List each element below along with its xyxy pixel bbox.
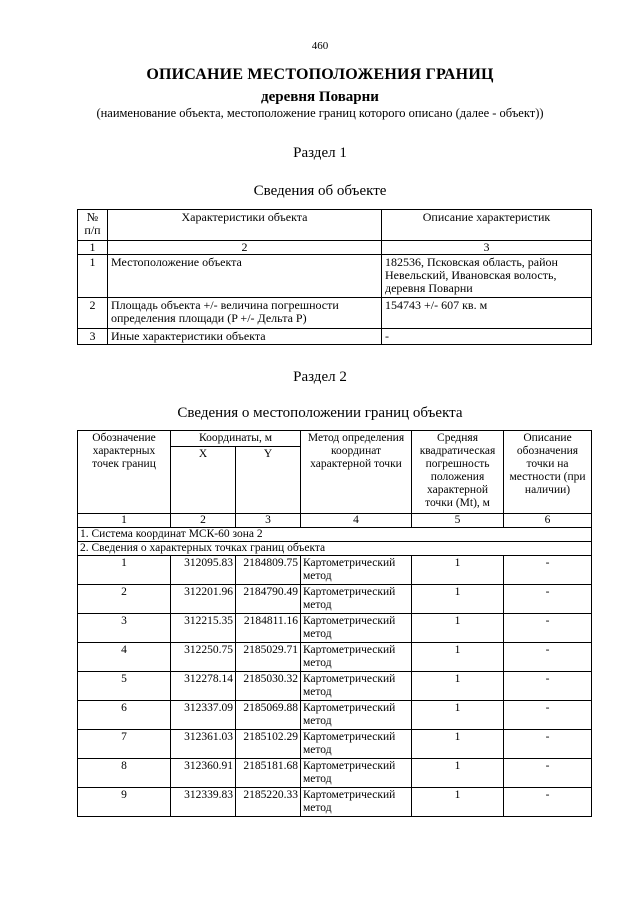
column-number-row xyxy=(78,241,592,255)
description-cell: - xyxy=(504,672,592,701)
description-cell: - xyxy=(504,614,592,643)
error-cell: 1 xyxy=(412,730,504,759)
points-section-row xyxy=(78,542,592,556)
error-cell: 1 xyxy=(412,701,504,730)
page-number: 460 xyxy=(311,40,329,52)
header-cell: № п/п xyxy=(78,210,108,241)
column-number-cell: 4 xyxy=(301,514,412,528)
table-row xyxy=(78,643,592,672)
x-coordinate-cell: 312095.83 xyxy=(171,556,236,585)
method-cell: Картометрический метод xyxy=(301,585,412,614)
boundary-points-table xyxy=(77,430,592,817)
points-section-cell: 2. Сведения о характерных точках границ объекта xyxy=(78,542,592,556)
header-cell-error: Средняя квадратическая погрешность положения характерной точки (Mt), м xyxy=(412,431,504,514)
x-coordinate-cell: 312339.83 xyxy=(171,788,236,817)
description-cell: - xyxy=(382,329,592,345)
point-number-cell: 1 xyxy=(78,556,171,585)
error-cell: 1 xyxy=(412,759,504,788)
characteristic-cell: Площадь объекта +/- величина погрешности определения площади (P +/- Дельта P) xyxy=(108,298,382,329)
column-number-cell: 5 xyxy=(412,514,504,528)
coordinate-system-row xyxy=(78,528,592,542)
x-coordinate-cell: 312337.09 xyxy=(171,701,236,730)
point-number-cell: 2 xyxy=(78,585,171,614)
row-number-cell: 1 xyxy=(78,255,108,298)
characteristic-cell: Иные характеристики объекта xyxy=(108,329,382,345)
section2-title: Раздел 2 xyxy=(293,369,347,385)
method-cell: Картометрический метод xyxy=(301,614,412,643)
point-number-cell: 4 xyxy=(78,643,171,672)
description-cell: - xyxy=(504,788,592,817)
error-cell: 1 xyxy=(412,585,504,614)
y-coordinate-cell: 2184809.75 xyxy=(236,556,301,585)
x-coordinate-cell: 312361.03 xyxy=(171,730,236,759)
x-coordinate-cell: 312360.91 xyxy=(171,759,236,788)
header-cell-x: X xyxy=(171,447,236,514)
header-cell-method: Метод определения координат характерной точки xyxy=(301,431,412,514)
table-row xyxy=(78,759,592,788)
point-number-cell: 9 xyxy=(78,788,171,817)
table-row xyxy=(78,556,592,585)
header-cell: Характеристики объекта xyxy=(108,210,382,241)
x-coordinate-cell: 312278.14 xyxy=(171,672,236,701)
column-number-cell: 6 xyxy=(504,514,592,528)
description-cell: - xyxy=(504,643,592,672)
section1-title: Раздел 1 xyxy=(293,145,347,161)
method-cell: Картометрический метод xyxy=(301,701,412,730)
point-number-cell: 5 xyxy=(78,672,171,701)
method-cell: Картометрический метод xyxy=(301,556,412,585)
point-number-cell: 6 xyxy=(78,701,171,730)
point-number-cell: 7 xyxy=(78,730,171,759)
table-row xyxy=(78,255,592,298)
table-row xyxy=(78,614,592,643)
document-note: (наименование объекта, местоположение границ которого описано (далее - объект)) xyxy=(96,106,544,120)
error-cell: 1 xyxy=(412,672,504,701)
point-number-cell: 8 xyxy=(78,759,171,788)
y-coordinate-cell: 2184811.16 xyxy=(236,614,301,643)
column-number-cell: 3 xyxy=(236,514,301,528)
header-cell-y: Y xyxy=(236,447,301,514)
description-cell: - xyxy=(504,585,592,614)
error-cell: 1 xyxy=(412,556,504,585)
column-number-cell: 1 xyxy=(78,241,108,255)
table-header-row xyxy=(78,431,592,447)
method-cell: Картометрический метод xyxy=(301,788,412,817)
y-coordinate-cell: 2184790.49 xyxy=(236,585,301,614)
error-cell: 1 xyxy=(412,614,504,643)
method-cell: Картометрический метод xyxy=(301,759,412,788)
description-cell: 182536, Псковская область, район Невельский, Ивановская волость, деревня Поварни xyxy=(382,255,592,298)
method-cell: Картометрический метод xyxy=(301,730,412,759)
column-number-cell: 1 xyxy=(78,514,171,528)
x-coordinate-cell: 312201.96 xyxy=(171,585,236,614)
y-coordinate-cell: 2185220.33 xyxy=(236,788,301,817)
x-coordinate-cell: 312250.75 xyxy=(171,643,236,672)
header-cell-coordinates: Координаты, м xyxy=(171,431,301,447)
document-subtitle: деревня Поварни xyxy=(261,89,379,105)
y-coordinate-cell: 2185030.32 xyxy=(236,672,301,701)
row-number-cell: 3 xyxy=(78,329,108,345)
points-body xyxy=(78,556,592,817)
table-row xyxy=(78,788,592,817)
table-row xyxy=(78,730,592,759)
header-cell: Описание характеристик xyxy=(382,210,592,241)
table-row xyxy=(78,701,592,730)
table-row xyxy=(78,585,592,614)
column-number-cell: 3 xyxy=(382,241,592,255)
description-cell: 154743 +/- 607 кв. м xyxy=(382,298,592,329)
method-cell: Картометрический метод xyxy=(301,672,412,701)
y-coordinate-cell: 2185069.88 xyxy=(236,701,301,730)
section1-subtitle: Сведения об объекте xyxy=(253,183,387,199)
description-cell: - xyxy=(504,730,592,759)
table-header-row xyxy=(78,210,592,241)
error-cell: 1 xyxy=(412,643,504,672)
header-cell-description: Описание обозначения точки на местности (при наличии) xyxy=(504,431,592,514)
table-row xyxy=(78,298,592,329)
coordinate-system-cell: 1. Система координат МСК-60 зона 2 xyxy=(78,528,592,542)
description-cell: - xyxy=(504,556,592,585)
error-cell: 1 xyxy=(412,788,504,817)
section2-subtitle: Сведения о местоположении границ объекта xyxy=(177,405,463,421)
table-row xyxy=(78,672,592,701)
characteristic-cell: Местоположение объекта xyxy=(108,255,382,298)
description-cell: - xyxy=(504,759,592,788)
column-number-row xyxy=(78,514,592,528)
method-cell: Картометрический метод xyxy=(301,643,412,672)
column-number-cell: 2 xyxy=(108,241,382,255)
y-coordinate-cell: 2185102.29 xyxy=(236,730,301,759)
object-info-table xyxy=(77,209,592,345)
document-title: ОПИСАНИЕ МЕСТОПОЛОЖЕНИЯ ГРАНИЦ xyxy=(146,66,494,83)
column-number-cell: 2 xyxy=(171,514,236,528)
description-cell: - xyxy=(504,701,592,730)
y-coordinate-cell: 2185029.71 xyxy=(236,643,301,672)
header-cell-point: Обозначение характерных точек границ xyxy=(78,431,171,514)
table-row xyxy=(78,329,592,345)
x-coordinate-cell: 312215.35 xyxy=(171,614,236,643)
row-number-cell: 2 xyxy=(78,298,108,329)
point-number-cell: 3 xyxy=(78,614,171,643)
y-coordinate-cell: 2185181.68 xyxy=(236,759,301,788)
